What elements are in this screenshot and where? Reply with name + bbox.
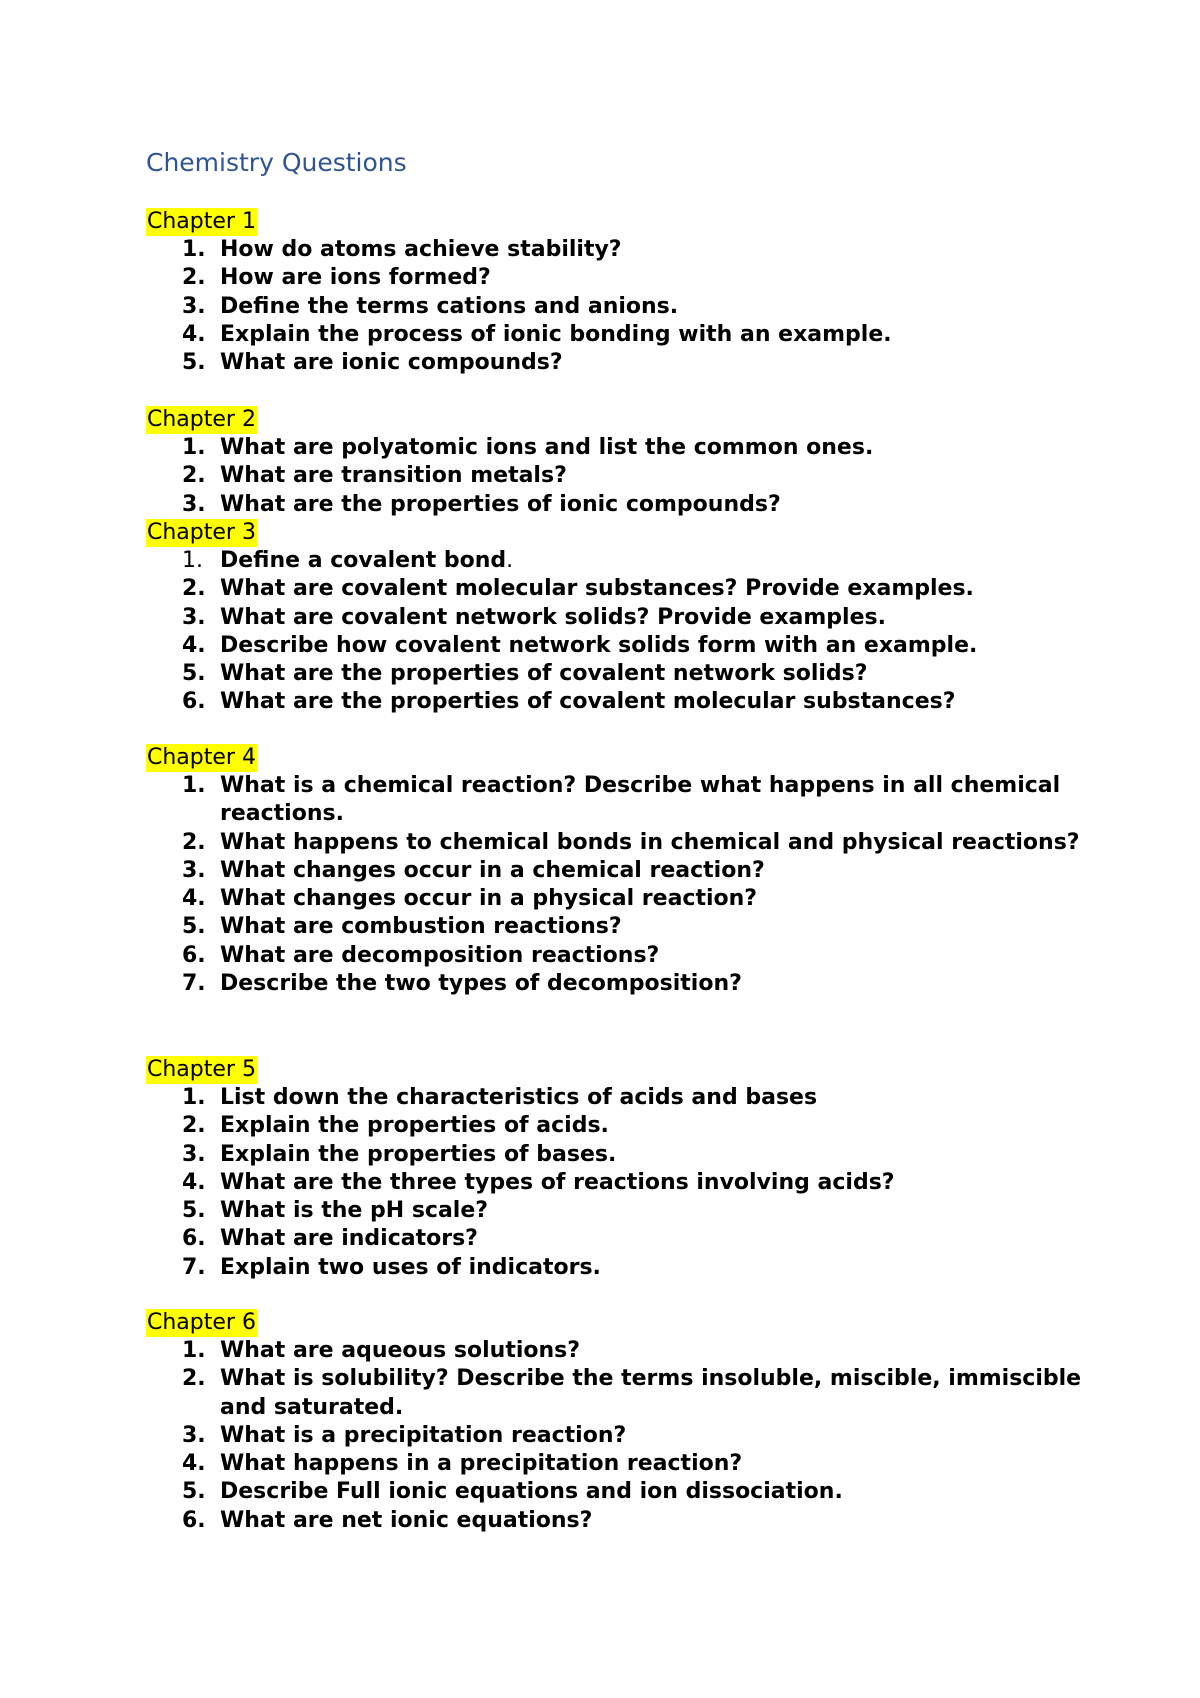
question-item	[146, 575, 1120, 603]
question-item	[146, 1254, 1120, 1282]
question-text: What are ionic compounds?	[220, 350, 563, 376]
question-item	[146, 688, 1120, 716]
question-text: Explain the properties of bases.	[220, 1141, 617, 1167]
question-text-tail: .	[506, 548, 514, 573]
question-item	[146, 1507, 1120, 1535]
chapter-3-section	[146, 519, 1106, 717]
question-text: Describe the two types of decomposition?	[220, 971, 742, 997]
question-text: What are covalent molecular substances? Provide examples.	[220, 576, 974, 602]
question-number: 2.	[182, 576, 206, 602]
question-number: 1.	[182, 435, 206, 460]
question-item	[146, 772, 1120, 829]
question-text: Describe how covalent network solids form with an example.	[220, 632, 978, 658]
question-number: 6.	[182, 1226, 206, 1252]
question-number: 3.	[182, 293, 206, 319]
question-item	[146, 236, 1120, 264]
question-item	[146, 829, 1120, 857]
question-text: What are indicators?	[220, 1226, 478, 1252]
chapter-5-section	[146, 1056, 1106, 1282]
question-list	[146, 236, 1106, 377]
question-number: 2.	[182, 463, 206, 489]
question-item	[146, 660, 1120, 688]
question-number: 3.	[182, 1141, 206, 1167]
question-number: 1.	[182, 237, 206, 262]
question-list	[146, 1084, 1106, 1282]
question-list	[146, 1337, 1106, 1535]
question-item	[146, 1141, 1120, 1169]
question-number: 3.	[182, 857, 206, 883]
question-item	[146, 885, 1120, 913]
question-text: Explain the properties of acids.	[220, 1113, 609, 1139]
question-text: What are net ionic equations?	[220, 1507, 593, 1533]
question-item	[146, 321, 1120, 349]
question-text: What are the three types of reactions involving acids?	[220, 1169, 895, 1195]
question-text: What are the properties of ionic compounds?	[220, 491, 781, 517]
question-number: 6.	[182, 942, 206, 968]
question-number: 4.	[182, 321, 206, 347]
question-number: 2.	[182, 265, 206, 291]
question-number: 5.	[182, 1198, 206, 1224]
question-text: Describe Full ionic equations and ion dissociation.	[220, 1479, 843, 1505]
question-text: Explain two uses of indicators.	[220, 1254, 601, 1280]
question-number: 4.	[182, 1451, 206, 1477]
question-text: What are decomposition reactions?	[220, 942, 660, 968]
chapter-heading: Chapter 1	[147, 209, 256, 234]
question-text: Define a covalent bond	[220, 548, 507, 573]
question-text: What are transition metals?	[220, 463, 567, 489]
question-number: 2.	[182, 1366, 206, 1392]
chapter-6-section	[146, 1309, 1106, 1535]
question-item	[146, 1422, 1120, 1450]
question-item	[146, 970, 1120, 998]
question-text: What is solubility? Describe the terms insoluble, miscible, immiscible and saturated.	[220, 1366, 1082, 1420]
question-text: What are aqueous solutions?	[220, 1338, 581, 1363]
chapter-heading: Chapter 4	[147, 745, 256, 770]
question-item	[146, 942, 1120, 970]
question-item	[146, 1169, 1120, 1197]
question-item	[146, 1197, 1120, 1225]
question-text: What changes occur in a physical reaction?	[220, 886, 758, 912]
question-item	[146, 1337, 1120, 1365]
question-number: 5.	[182, 661, 206, 687]
chapter-heading: Chapter 5	[147, 1057, 256, 1082]
question-list	[146, 547, 1106, 717]
question-item	[146, 349, 1120, 377]
question-item	[146, 1084, 1120, 1112]
chapter-heading: Chapter 6	[147, 1310, 256, 1335]
question-text: How are ions formed?	[220, 265, 491, 291]
chapter-4-section	[146, 744, 1106, 998]
question-number: 4.	[182, 632, 206, 658]
question-number: 5.	[182, 350, 206, 376]
question-number: 1.	[182, 1085, 206, 1110]
chapter-heading: Chapter 3	[147, 520, 256, 545]
question-number: 3.	[182, 1422, 206, 1448]
chapter-2-section	[146, 406, 1106, 519]
question-item	[146, 1450, 1120, 1478]
question-text: What is a chemical reaction? Describe what happens in all chemical reactions.	[220, 773, 1061, 827]
question-text: What changes occur in a chemical reaction?	[220, 857, 765, 883]
question-item	[146, 632, 1120, 660]
question-text: Define the terms cations and anions.	[220, 293, 679, 319]
question-text: What are covalent network solids? Provide examples.	[220, 604, 886, 630]
question-item	[146, 491, 1120, 519]
question-number: 6.	[182, 689, 206, 715]
question-text: How do atoms achieve stability?	[220, 237, 622, 262]
question-item	[146, 857, 1120, 885]
document-title: Chemistry Questions	[146, 148, 407, 177]
question-number: 5.	[182, 1479, 206, 1505]
question-number: 7.	[182, 1254, 206, 1280]
question-number: 1.	[182, 1338, 206, 1363]
question-item	[146, 1112, 1120, 1140]
question-number: 5.	[182, 914, 206, 940]
chapter-1-section	[146, 208, 1106, 377]
question-item	[146, 434, 1120, 462]
question-text: What are polyatomic ions and list the common ones.	[220, 435, 874, 460]
question-text: What is the pH scale?	[220, 1198, 489, 1224]
question-number: 4.	[182, 1169, 206, 1195]
question-text: List down the characteristics of acids and bases	[220, 1085, 818, 1110]
question-text: What are the properties of covalent network solids?	[220, 661, 868, 687]
chapter-heading: Chapter 2	[147, 407, 256, 432]
question-number: 2.	[182, 829, 206, 855]
question-number: 2.	[182, 1113, 206, 1139]
question-list	[146, 434, 1106, 519]
question-text: What happens in a precipitation reaction?	[220, 1451, 743, 1477]
question-text: What are combustion reactions?	[220, 914, 622, 940]
question-list	[146, 772, 1106, 998]
question-item	[146, 913, 1120, 941]
question-item	[146, 604, 1120, 632]
question-number: 3.	[182, 491, 206, 517]
question-item	[146, 547, 1120, 575]
question-number: 3.	[182, 604, 206, 630]
question-text: What happens to chemical bonds in chemical and physical reactions?	[220, 829, 1080, 855]
question-number: 4.	[182, 886, 206, 912]
question-text: What are the properties of covalent molecular substances?	[220, 689, 956, 715]
question-item	[146, 462, 1120, 490]
question-item	[146, 1478, 1120, 1506]
question-item	[146, 264, 1120, 292]
question-number: 7.	[182, 971, 206, 997]
question-item	[146, 293, 1120, 321]
question-number: 1.	[182, 773, 206, 798]
question-number: 6.	[182, 1507, 206, 1533]
question-text: What is a precipitation reaction?	[220, 1422, 627, 1448]
question-item	[146, 1225, 1120, 1253]
question-item	[146, 1365, 1120, 1422]
question-number: 1.	[182, 548, 203, 573]
question-text: Explain the process of ionic bonding with an example.	[220, 321, 892, 347]
